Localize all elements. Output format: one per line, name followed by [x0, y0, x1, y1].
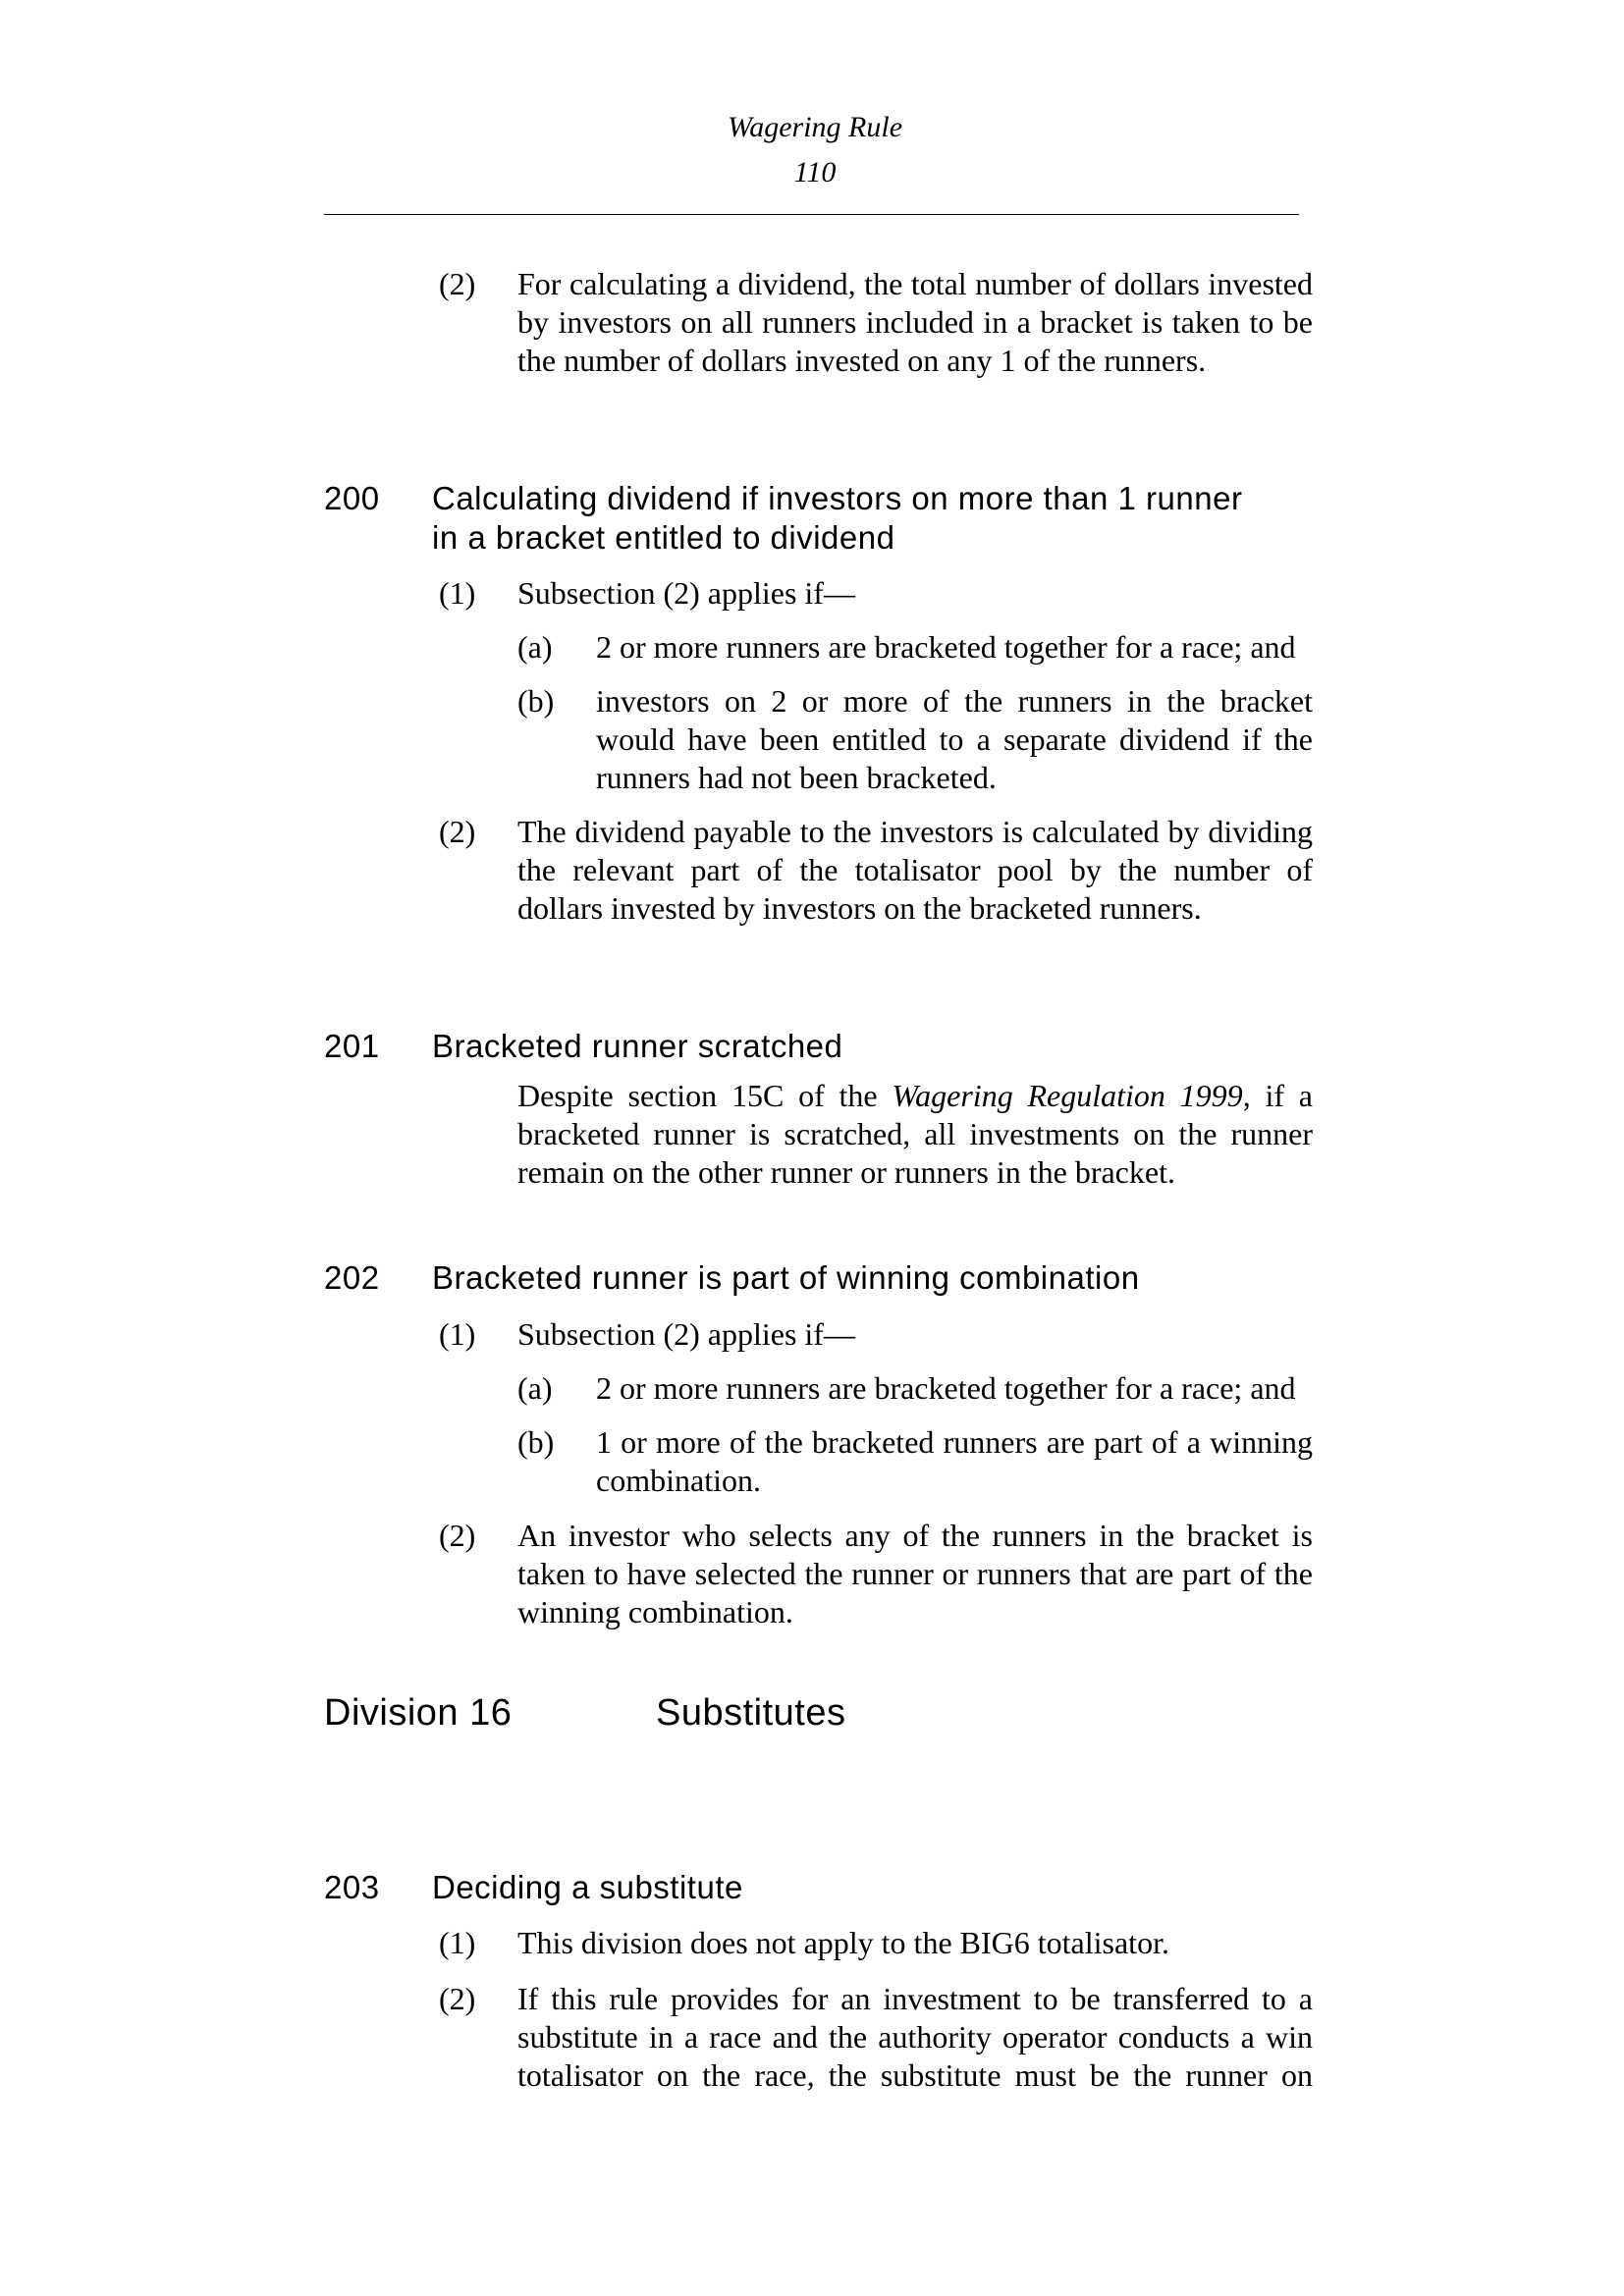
section-201-text-part2: , if a bracketed runner is scratched, all investments on the runner remain on the other runner or runners in the bracket.	[517, 1078, 1314, 1190]
paragraph-text: 1 or more of the bracketed runners are part of a winning combination.	[596, 1424, 1313, 1498]
page-number: 110	[793, 156, 837, 188]
paragraph-letter: (a)	[517, 1370, 553, 1406]
subsection-number: (2)	[439, 814, 476, 849]
subsection-number: (2)	[439, 266, 476, 301]
section-number-203: 203	[324, 1869, 380, 1905]
subsection-text: Subsection (2) applies if—	[517, 575, 855, 611]
subsection-text: The dividend payable to the investors is calculated by dividing the relevant part of the totalisator pool by the number of dollars invested by investors on the bracketed runners.	[517, 814, 1313, 926]
section-number-201: 201	[324, 1028, 380, 1064]
section-201-text-part1: Despite section 15C of the	[517, 1078, 893, 1113]
section-heading-201: Bracketed runner scratched	[432, 1028, 843, 1064]
section-heading-200-line1: Calculating dividend if investors on more than 1 runner	[432, 480, 1243, 516]
subsection-number: (2)	[439, 1981, 476, 2016]
running-header-title: Wagering Rule	[727, 111, 903, 143]
division-title: Substitutes	[656, 1692, 846, 1734]
section-heading-200-line2: in a bracket entitled to dividend	[432, 519, 895, 556]
paragraph-letter: (b)	[517, 1424, 555, 1460]
section-heading-202: Bracketed runner is part of winning combination	[432, 1259, 1140, 1296]
subsection-text: If this rule provides for an investment to be transferred to a substitute in a race and the authority operator conducts a win totalisator on the race, the substitute must be the runner on	[517, 1981, 1313, 2093]
subsection-text: Subsection (2) applies if—	[517, 1316, 855, 1352]
paragraph-text: investors on 2 or more of the runners in the bracket would have been entitled to a separate dividend if the runners had not been bracketed.	[596, 683, 1313, 795]
section-heading-203: Deciding a substitute	[432, 1869, 743, 1905]
subsection-text: This division does not apply to the BIG6 totalisator.	[517, 1925, 1169, 1960]
paragraph-text: 2 or more runners are bracketed together for a race; and	[596, 629, 1296, 665]
division-label: Division 16	[324, 1692, 513, 1734]
paragraph-letter: (b)	[517, 683, 555, 719]
section-number-200: 200	[324, 480, 380, 516]
paragraph-letter: (a)	[517, 629, 553, 665]
paragraph-text: 2 or more runners are bracketed together for a race; and	[596, 1370, 1296, 1406]
subsection-number: (1)	[439, 1925, 476, 1960]
subsection-number: (1)	[439, 1316, 476, 1352]
cited-regulation: Wagering Regulation 1999	[892, 1078, 1243, 1113]
header-divider	[324, 214, 1299, 215]
subsection-text: For calculating a dividend, the total number of dollars invested by investors on all runners included in a bracket is taken to be the number of dollars invested on any 1 of the runners.	[517, 266, 1313, 378]
subsection-number: (2)	[439, 1518, 476, 1553]
section-number-202: 202	[324, 1259, 380, 1296]
subsection-number: (1)	[439, 575, 476, 611]
subsection-text: An investor who selects any of the runners in the bracket is taken to have selected the runner or runners that are part of the winning combination.	[517, 1518, 1313, 1629]
